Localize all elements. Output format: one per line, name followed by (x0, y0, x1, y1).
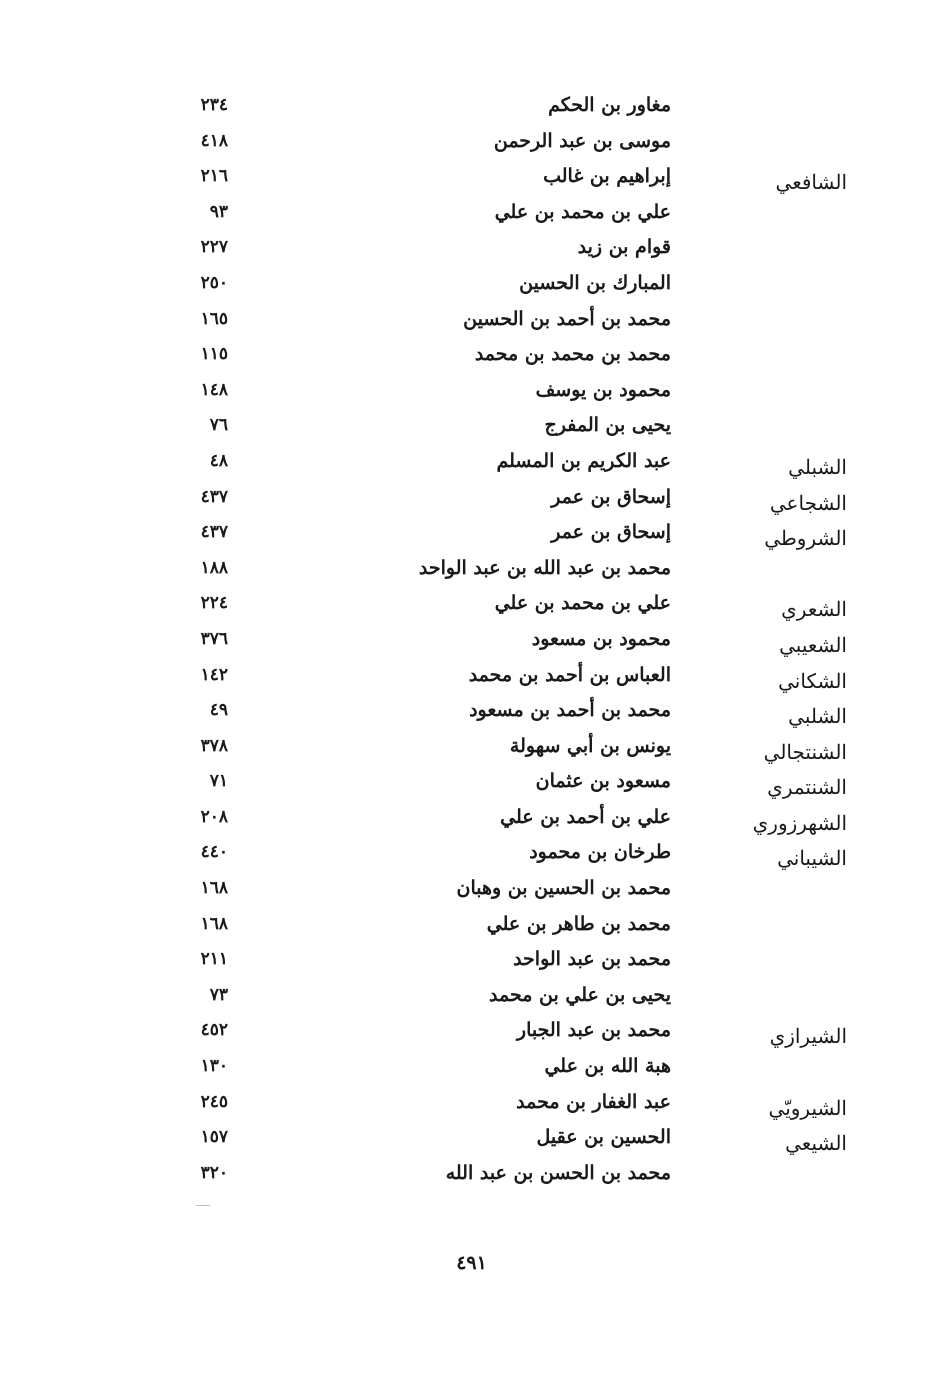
person-name: مسعود بن عثمان (535, 770, 671, 793)
page-reference: ٤٣٧ (200, 486, 228, 507)
person-name: إسحاق بن عمر (551, 521, 671, 544)
page-reference: ٣٧٨ (200, 735, 228, 756)
page-reference: ٢٠٨ (200, 806, 228, 827)
person-name: عبد الكريم بن المسلم (496, 449, 671, 472)
nisba-label: الشنتجالي (763, 739, 847, 764)
page-reference: ٢٤٥ (200, 1091, 228, 1112)
footnote-mark (196, 1205, 210, 1206)
page-reference: ١١٥ (200, 344, 228, 365)
index-entry (0, 373, 943, 409)
index-entry (0, 515, 943, 551)
index-entry (0, 480, 943, 516)
index-entry (0, 622, 943, 658)
person-name: إبراهيم بن غالب (543, 165, 671, 188)
index-entry (0, 978, 943, 1014)
nisba-label: الشجاعي (769, 490, 847, 515)
nisba-label: الشيباني (777, 846, 847, 871)
page-reference: ٤٣٧ (200, 522, 228, 543)
person-name: قوام بن زيد (577, 236, 671, 259)
index-entry (0, 195, 943, 231)
nisba-label: الشروطي (764, 526, 847, 551)
index-entry (0, 159, 943, 195)
index-entry (0, 586, 943, 622)
nisba-label: الشعيبي (779, 632, 847, 657)
person-name: محمد بن طاهر بن علي (486, 912, 671, 935)
person-name: يحيى بن علي بن محمد (489, 983, 671, 1006)
nisba-label: الشيعي (785, 1131, 847, 1156)
page-reference: ٩٣ (209, 201, 228, 222)
person-name: الحسين بن عقيل (536, 1126, 671, 1149)
nisba-label: الشيرويّي (768, 1095, 847, 1120)
index-entry (0, 302, 943, 338)
index-entry (0, 337, 943, 373)
page-reference: ٢٢٤ (200, 593, 228, 614)
person-name: يونس بن أبي سهولة (509, 734, 671, 757)
page-reference: ٤٥٢ (200, 1020, 228, 1041)
page-reference: ١٤٨ (200, 379, 228, 400)
person-name: محمد بن الحسين بن وهبان (456, 877, 671, 900)
nisba-label: الشكاني (778, 668, 847, 693)
index-entry (0, 444, 943, 480)
person-name: علي بن أحمد بن علي (500, 805, 671, 828)
person-name: محمد بن عبد الجبار (516, 1019, 671, 1042)
page-reference: ٣٢٠ (200, 1162, 228, 1183)
page-reference: ١٤٢ (200, 664, 228, 685)
person-name: المبارك بن الحسين (519, 271, 671, 294)
person-name: هبة الله بن علي (544, 1055, 671, 1078)
person-name: محمود بن مسعود (531, 627, 671, 650)
page-reference: ٤٤٠ (200, 842, 228, 863)
person-name: العباس بن أحمد بن محمد (468, 663, 671, 686)
page-reference: ٢٣٤ (200, 95, 228, 115)
index-entry (0, 1049, 943, 1085)
page-reference: ٢١٦ (200, 166, 228, 187)
person-name: محمود بن يوسف (535, 378, 671, 401)
index-entry (0, 1013, 943, 1049)
page-reference: ٧٣ (209, 984, 228, 1005)
person-name: محمد بن محمد بن محمد (474, 343, 671, 366)
person-name: يحيى بن المفرج (544, 414, 671, 437)
person-name: علي بن محمد بن علي (494, 200, 671, 223)
index-entry (0, 835, 943, 871)
person-name: عبد الغفار بن محمد (516, 1090, 671, 1113)
index-entry (0, 658, 943, 694)
person-name: محمد بن الحسن بن عبد الله (445, 1161, 671, 1184)
page-reference: ٣٧٦ (200, 628, 228, 649)
page-reference: ١٨٨ (200, 557, 228, 578)
page-reference: ٧٦ (209, 415, 228, 436)
page-number: ٤٩١ (456, 1252, 487, 1274)
nisba-label: الشعري (781, 597, 847, 622)
index-entry (0, 124, 943, 160)
page-reference: ٤٩ (209, 700, 228, 721)
person-name: موسى بن عبد الرحمن (493, 129, 671, 152)
person-name: علي بن محمد بن علي (494, 592, 671, 615)
page-reference: ١٦٨ (200, 913, 228, 934)
nisba-label: الشافعي (775, 170, 847, 195)
page-reference: ١٦٨ (200, 878, 228, 899)
index-entry (0, 764, 943, 800)
nisba-label: الشلبي (788, 704, 847, 729)
index-entry (0, 88, 943, 124)
index-entry (0, 1120, 943, 1156)
nisba-label: الشيرازي (769, 1024, 847, 1049)
index-entry (0, 871, 943, 907)
person-name: مغاور بن الحكم (548, 94, 671, 116)
page-reference: ١٥٧ (200, 1127, 228, 1148)
index-entry (0, 266, 943, 302)
page-reference: ٢١١ (200, 949, 228, 970)
page-reference: ٤٨ (209, 450, 228, 471)
index-entry (0, 800, 943, 836)
index-entry (0, 551, 943, 587)
nisba-label: الشهرزوري (752, 810, 847, 835)
page-reference: ٢٥٠ (200, 272, 228, 293)
index-entry (0, 942, 943, 978)
index-entry (0, 693, 943, 729)
page-reference: ٧١ (209, 771, 228, 792)
page-reference: ٤١٨ (200, 130, 228, 151)
person-name: محمد بن عبد الله بن عبد الواحد (418, 556, 671, 579)
index-entry (0, 1085, 943, 1121)
nisba-label: الشنتمري (767, 775, 847, 800)
index-entry (0, 907, 943, 943)
nisba-label: الشبلي (788, 454, 847, 479)
index-entry (0, 230, 943, 266)
index-entry (0, 1156, 943, 1192)
index-entry (0, 408, 943, 444)
person-name: محمد بن أحمد بن مسعود (469, 699, 671, 722)
page-reference: ٢٢٧ (200, 237, 228, 258)
page-reference: ١٦٥ (200, 308, 228, 329)
index-list (0, 88, 943, 1191)
person-name: طرخان بن محمود (529, 841, 671, 864)
index-entry (0, 729, 943, 765)
page-reference: ١٣٠ (200, 1056, 228, 1077)
person-name: محمد بن أحمد بن الحسين (463, 307, 671, 330)
person-name: محمد بن عبد الواحد (513, 948, 671, 971)
person-name: إسحاق بن عمر (551, 485, 671, 508)
